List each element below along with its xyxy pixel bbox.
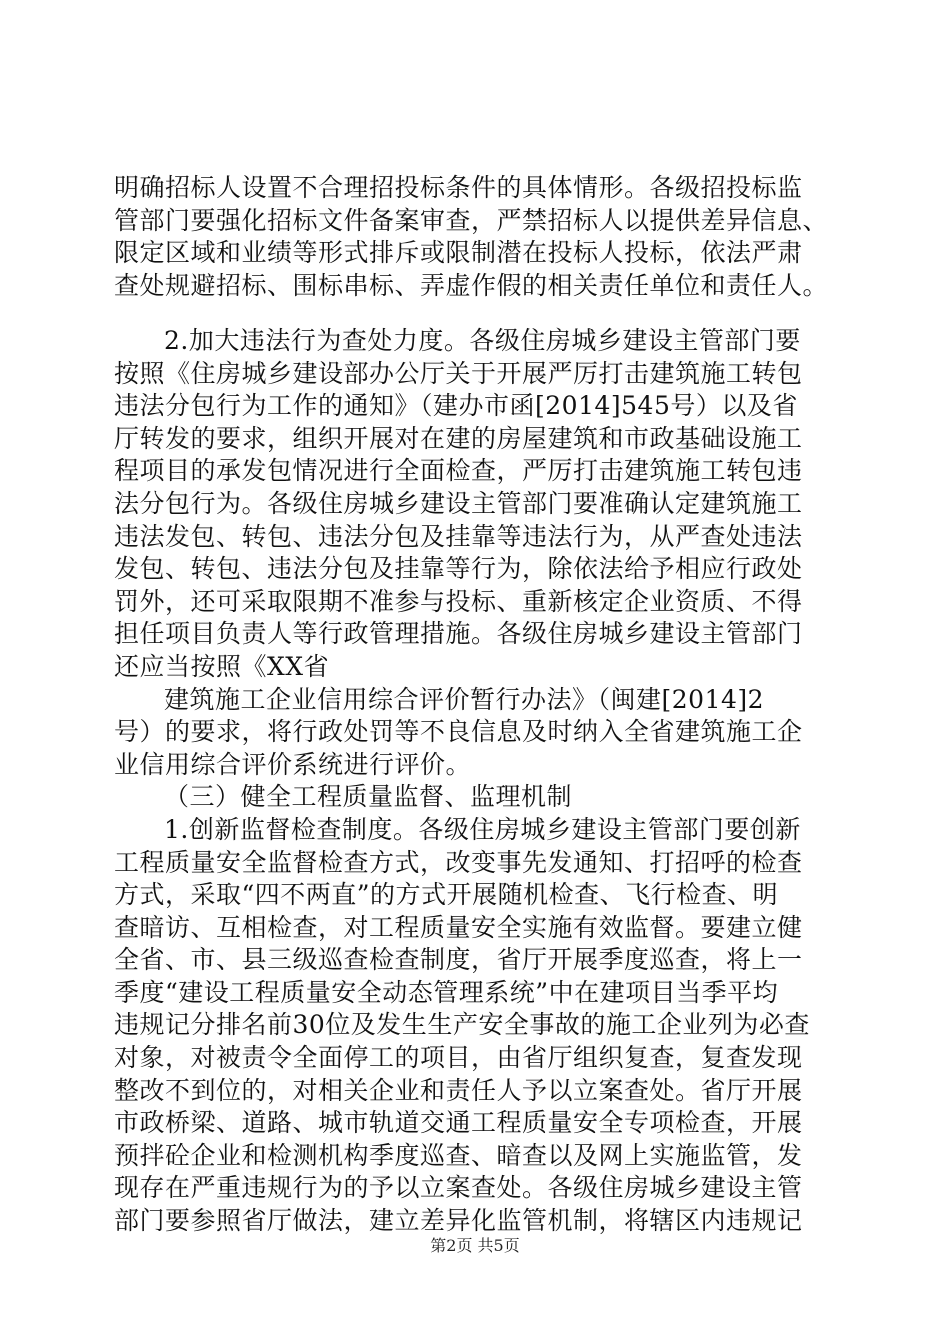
text-line: 按照《住房城乡建设部办公厅关于开展严厉打击建筑施工转包 — [114, 358, 803, 388]
text-line: 发包、转包、违法分包及挂靠等行为，除依法给予相应行政处 — [114, 554, 803, 584]
paragraph-main — [114, 325, 834, 1238]
text-line: 违法发包、转包、违法分包及挂靠等违法行为，从严查处违法 — [114, 521, 803, 551]
text-line: 建筑施工企业信用综合评价暂行办法》（闽建[2014]2 — [164, 684, 765, 714]
text-line: 号）的要求，将行政处罚等不良信息及时纳入全省建筑施工企 — [114, 717, 803, 747]
text-line: 违法分包行为工作的通知》（建办市函[2014]545号）以及省 — [114, 391, 798, 421]
text-line: 全省、市、县三级巡查检查制度，省厅开展季度巡查，将上一 — [114, 945, 803, 975]
text-line: 方式，采取“四不两直”的方式开展随机检查、飞行检查、明 — [114, 880, 779, 910]
text-line: 2.加大违法行为查处力度。各级住房城乡建设主管部门要 — [164, 326, 801, 355]
text-line: 厅转发的要求，组织开展对在建的房屋建筑和市政基础设施工 — [114, 423, 803, 453]
text-line: 法分包行为。各级住房城乡建设主管部门要准确认定建筑施工 — [114, 488, 803, 518]
text-line: 明确招标人设置不合理招投标条件的具体情形。各级招投标监 — [114, 173, 803, 202]
text-line: 还应当按照《XX省 — [114, 651, 330, 681]
text-line: 部门要参照省厅做法，建立差异化监管机制，将辖区内违规记 — [114, 1206, 803, 1236]
text-line: 1.创新监督检查制度。各级住房城乡建设主管部门要创新 — [164, 814, 801, 844]
section-heading: （三）健全工程质量监督、监理机制 — [164, 782, 573, 812]
text-line: 季度“建设工程质量安全动态管理系统”中在建项目当季平均 — [114, 977, 779, 1007]
text-line: 市政桥梁、道路、城市轨道交通工程质量安全专项检查，开展 — [114, 1108, 803, 1138]
text-line: 预拌砼企业和检测机构季度巡查、暗查以及网上实施监管，发 — [114, 1140, 803, 1170]
text-line: 限定区域和业绩等形式排斥或限制潜在投标人投标，依法严肃 — [114, 238, 803, 268]
text-line: 担任项目负责人等行政管理措施。各级住房城乡建设主管部门 — [114, 619, 803, 649]
text-line: 整改不到位的，对相关企业和责任人予以立案查处。省厅开展 — [114, 1075, 803, 1105]
text-line: 对象，对被责令全面停工的项目，由省厅组织复查，复查发现 — [114, 1043, 803, 1073]
text-line: 查暗访、互相检查，对工程质量安全实施有效监督。要建立健 — [114, 912, 803, 942]
text-line: 管部门要强化招标文件备案审查，严禁招标人以提供差异信息、 — [114, 205, 829, 235]
text-line: 程项目的承发包情况进行全面检查，严厉打击建筑施工转包违 — [114, 456, 803, 486]
text-line: 工程质量安全监督检查方式，改变事先发通知、打招呼的检查 — [114, 847, 803, 877]
text-line: 违规记分排名前30位及发生生产安全事故的施工企业列为必查 — [114, 1010, 810, 1040]
page-footer: 第2页 共5页 — [430, 1236, 520, 1255]
text-line: 查处规避招标、围标串标、弄虚作假的相关责任单位和责任人。 — [114, 270, 829, 300]
text-line: 业信用综合评价系统进行评价。 — [114, 749, 472, 779]
paragraph-top — [114, 172, 834, 302]
text-line: 现存在严重违规行为的予以立案查处。各级住房城乡建设主管 — [114, 1173, 803, 1203]
text-line: 罚外，还可采取限期不准参与投标、重新核定企业资质、不得 — [114, 586, 803, 616]
